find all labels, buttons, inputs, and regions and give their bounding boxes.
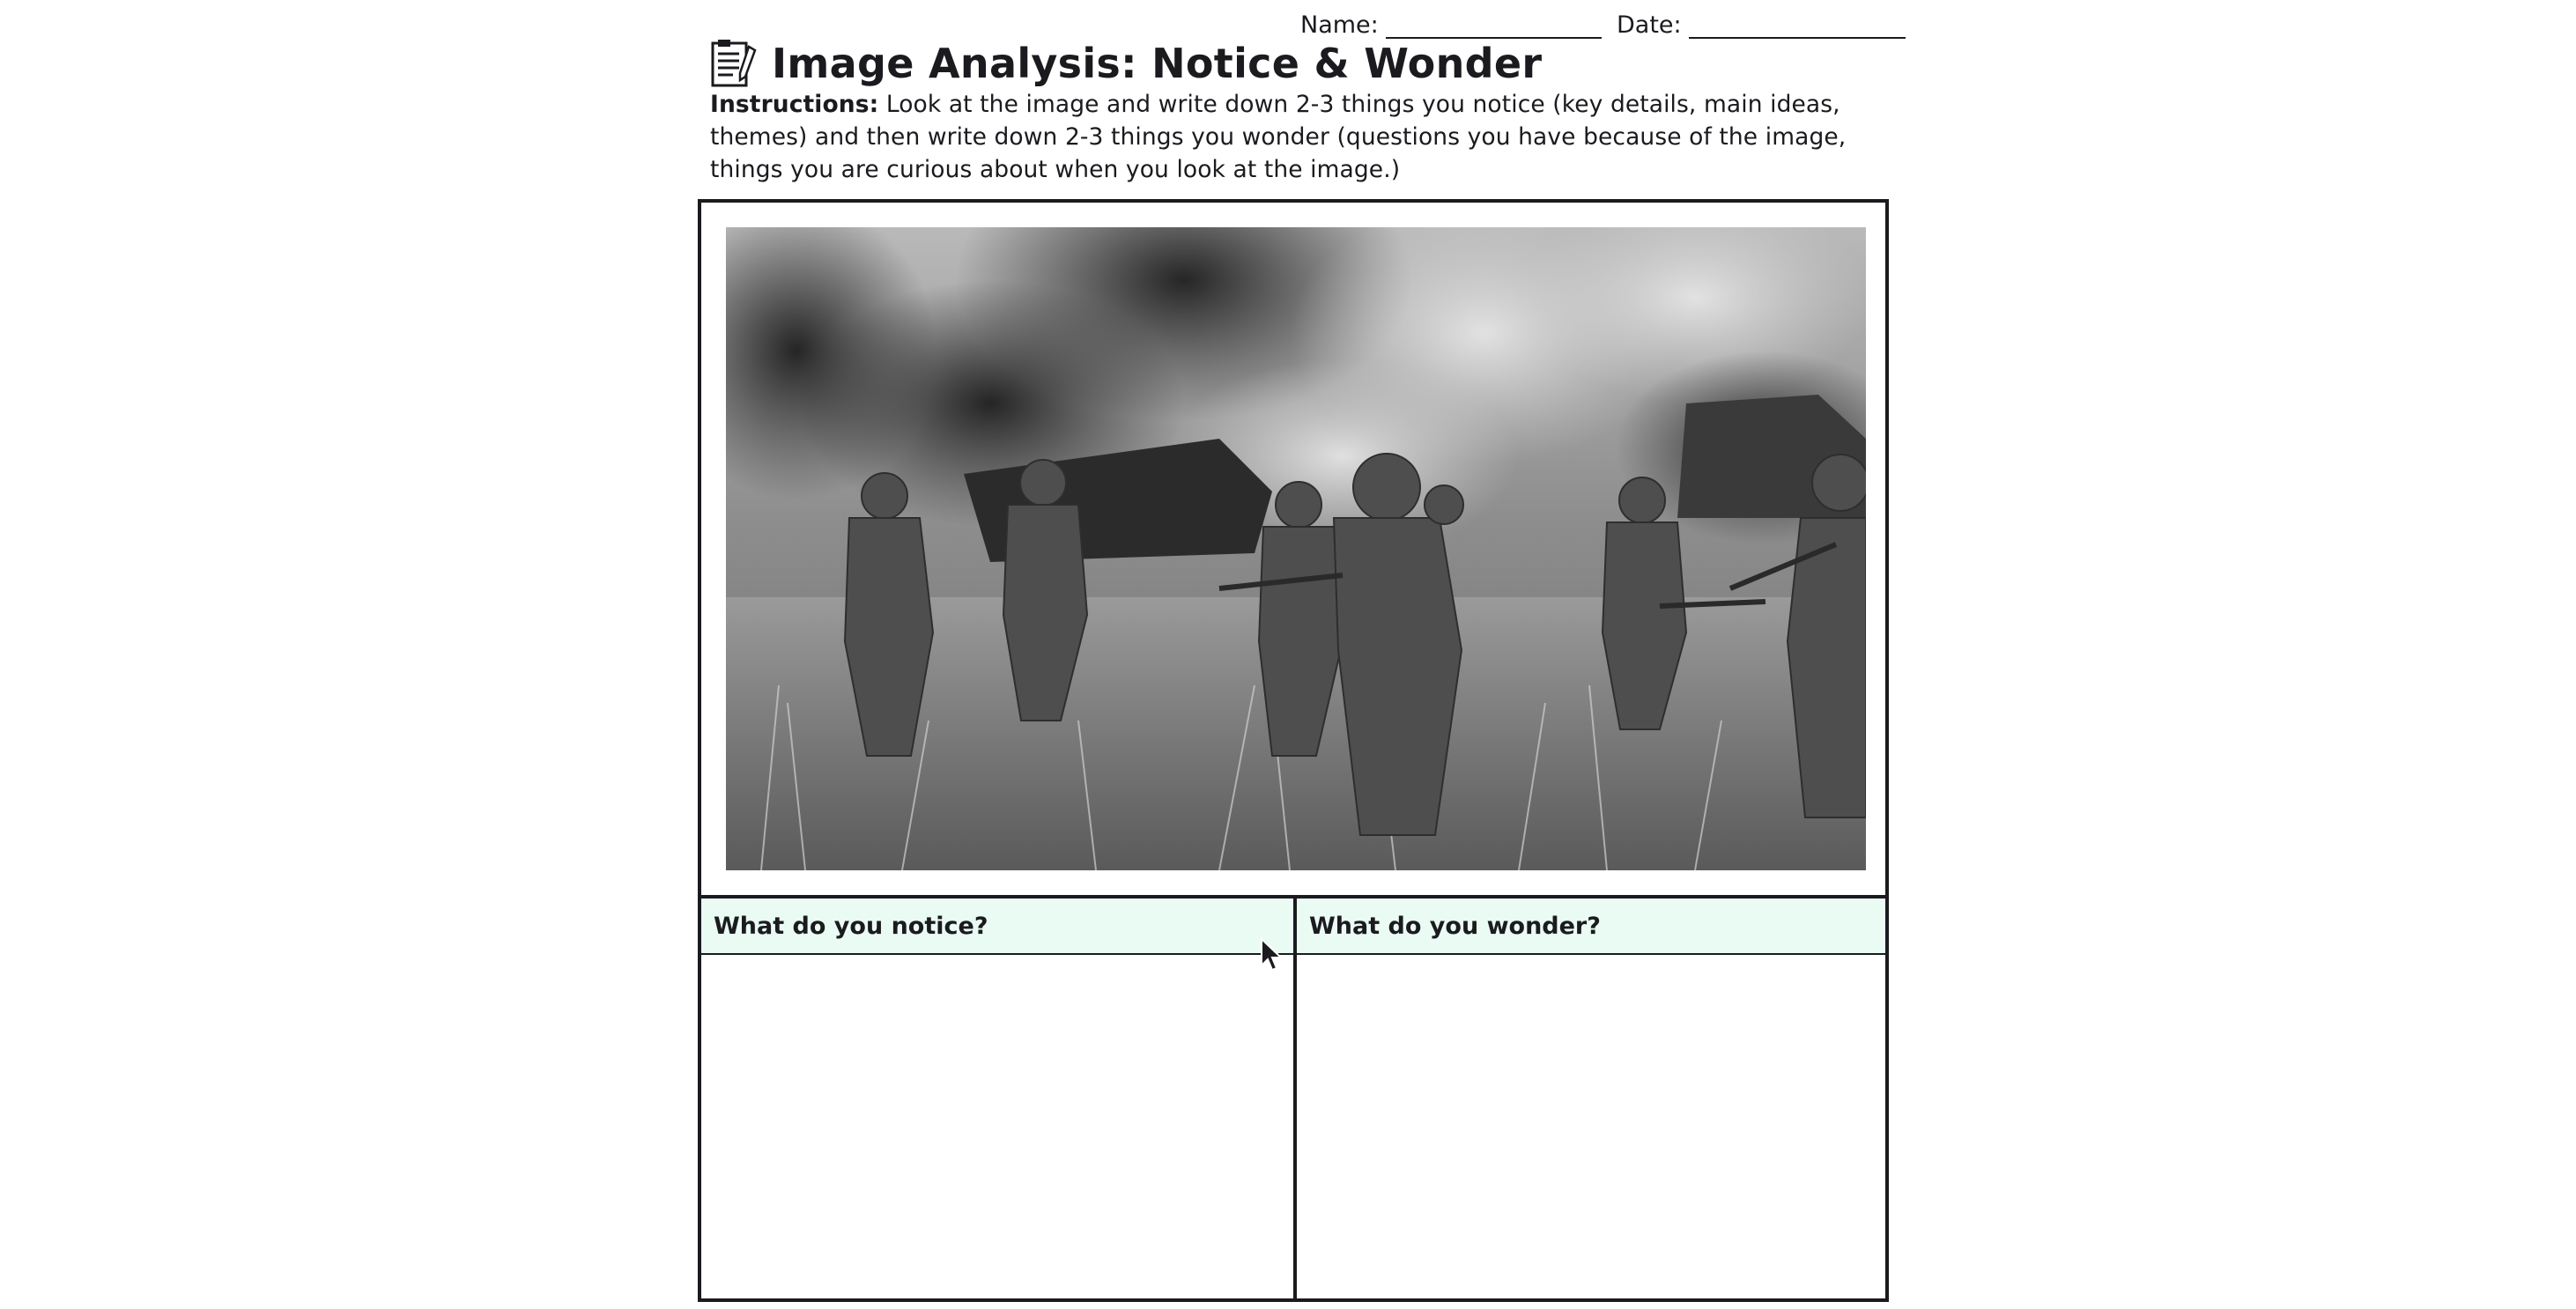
date-input-line[interactable] xyxy=(1689,12,1906,39)
wonder-header-label: What do you wonder? xyxy=(1309,912,1601,940)
notice-column-header xyxy=(701,899,1293,955)
date-field[interactable] xyxy=(1617,4,1906,39)
mouse-pointer-icon xyxy=(1260,937,1283,973)
instructions-text: Look at the image and write down 2-3 things you notice (key details, main ideas, themes) and then write down 2-3 things you wonder (questions you have because of the image, things you are curious about when you look at the image.) xyxy=(710,91,1847,183)
instructions xyxy=(710,88,1882,186)
page-title: Image Analysis: Notice & Wonder xyxy=(772,40,1543,87)
date-label: Date: xyxy=(1617,11,1682,39)
name-input-line[interactable] xyxy=(1386,12,1602,39)
instructions-label: Instructions: xyxy=(710,91,879,118)
title-row xyxy=(710,37,1542,90)
name-label: Name: xyxy=(1300,11,1379,39)
wonder-column-header xyxy=(1297,899,1885,955)
notice-answer-area[interactable] xyxy=(701,957,1293,1298)
wonder-answer-area[interactable] xyxy=(1297,957,1885,1298)
worksheet-document-icon xyxy=(710,38,758,89)
name-field[interactable] xyxy=(1300,4,1602,39)
analysis-photo xyxy=(726,227,1866,870)
notice-header-label: What do you notice? xyxy=(714,912,988,940)
